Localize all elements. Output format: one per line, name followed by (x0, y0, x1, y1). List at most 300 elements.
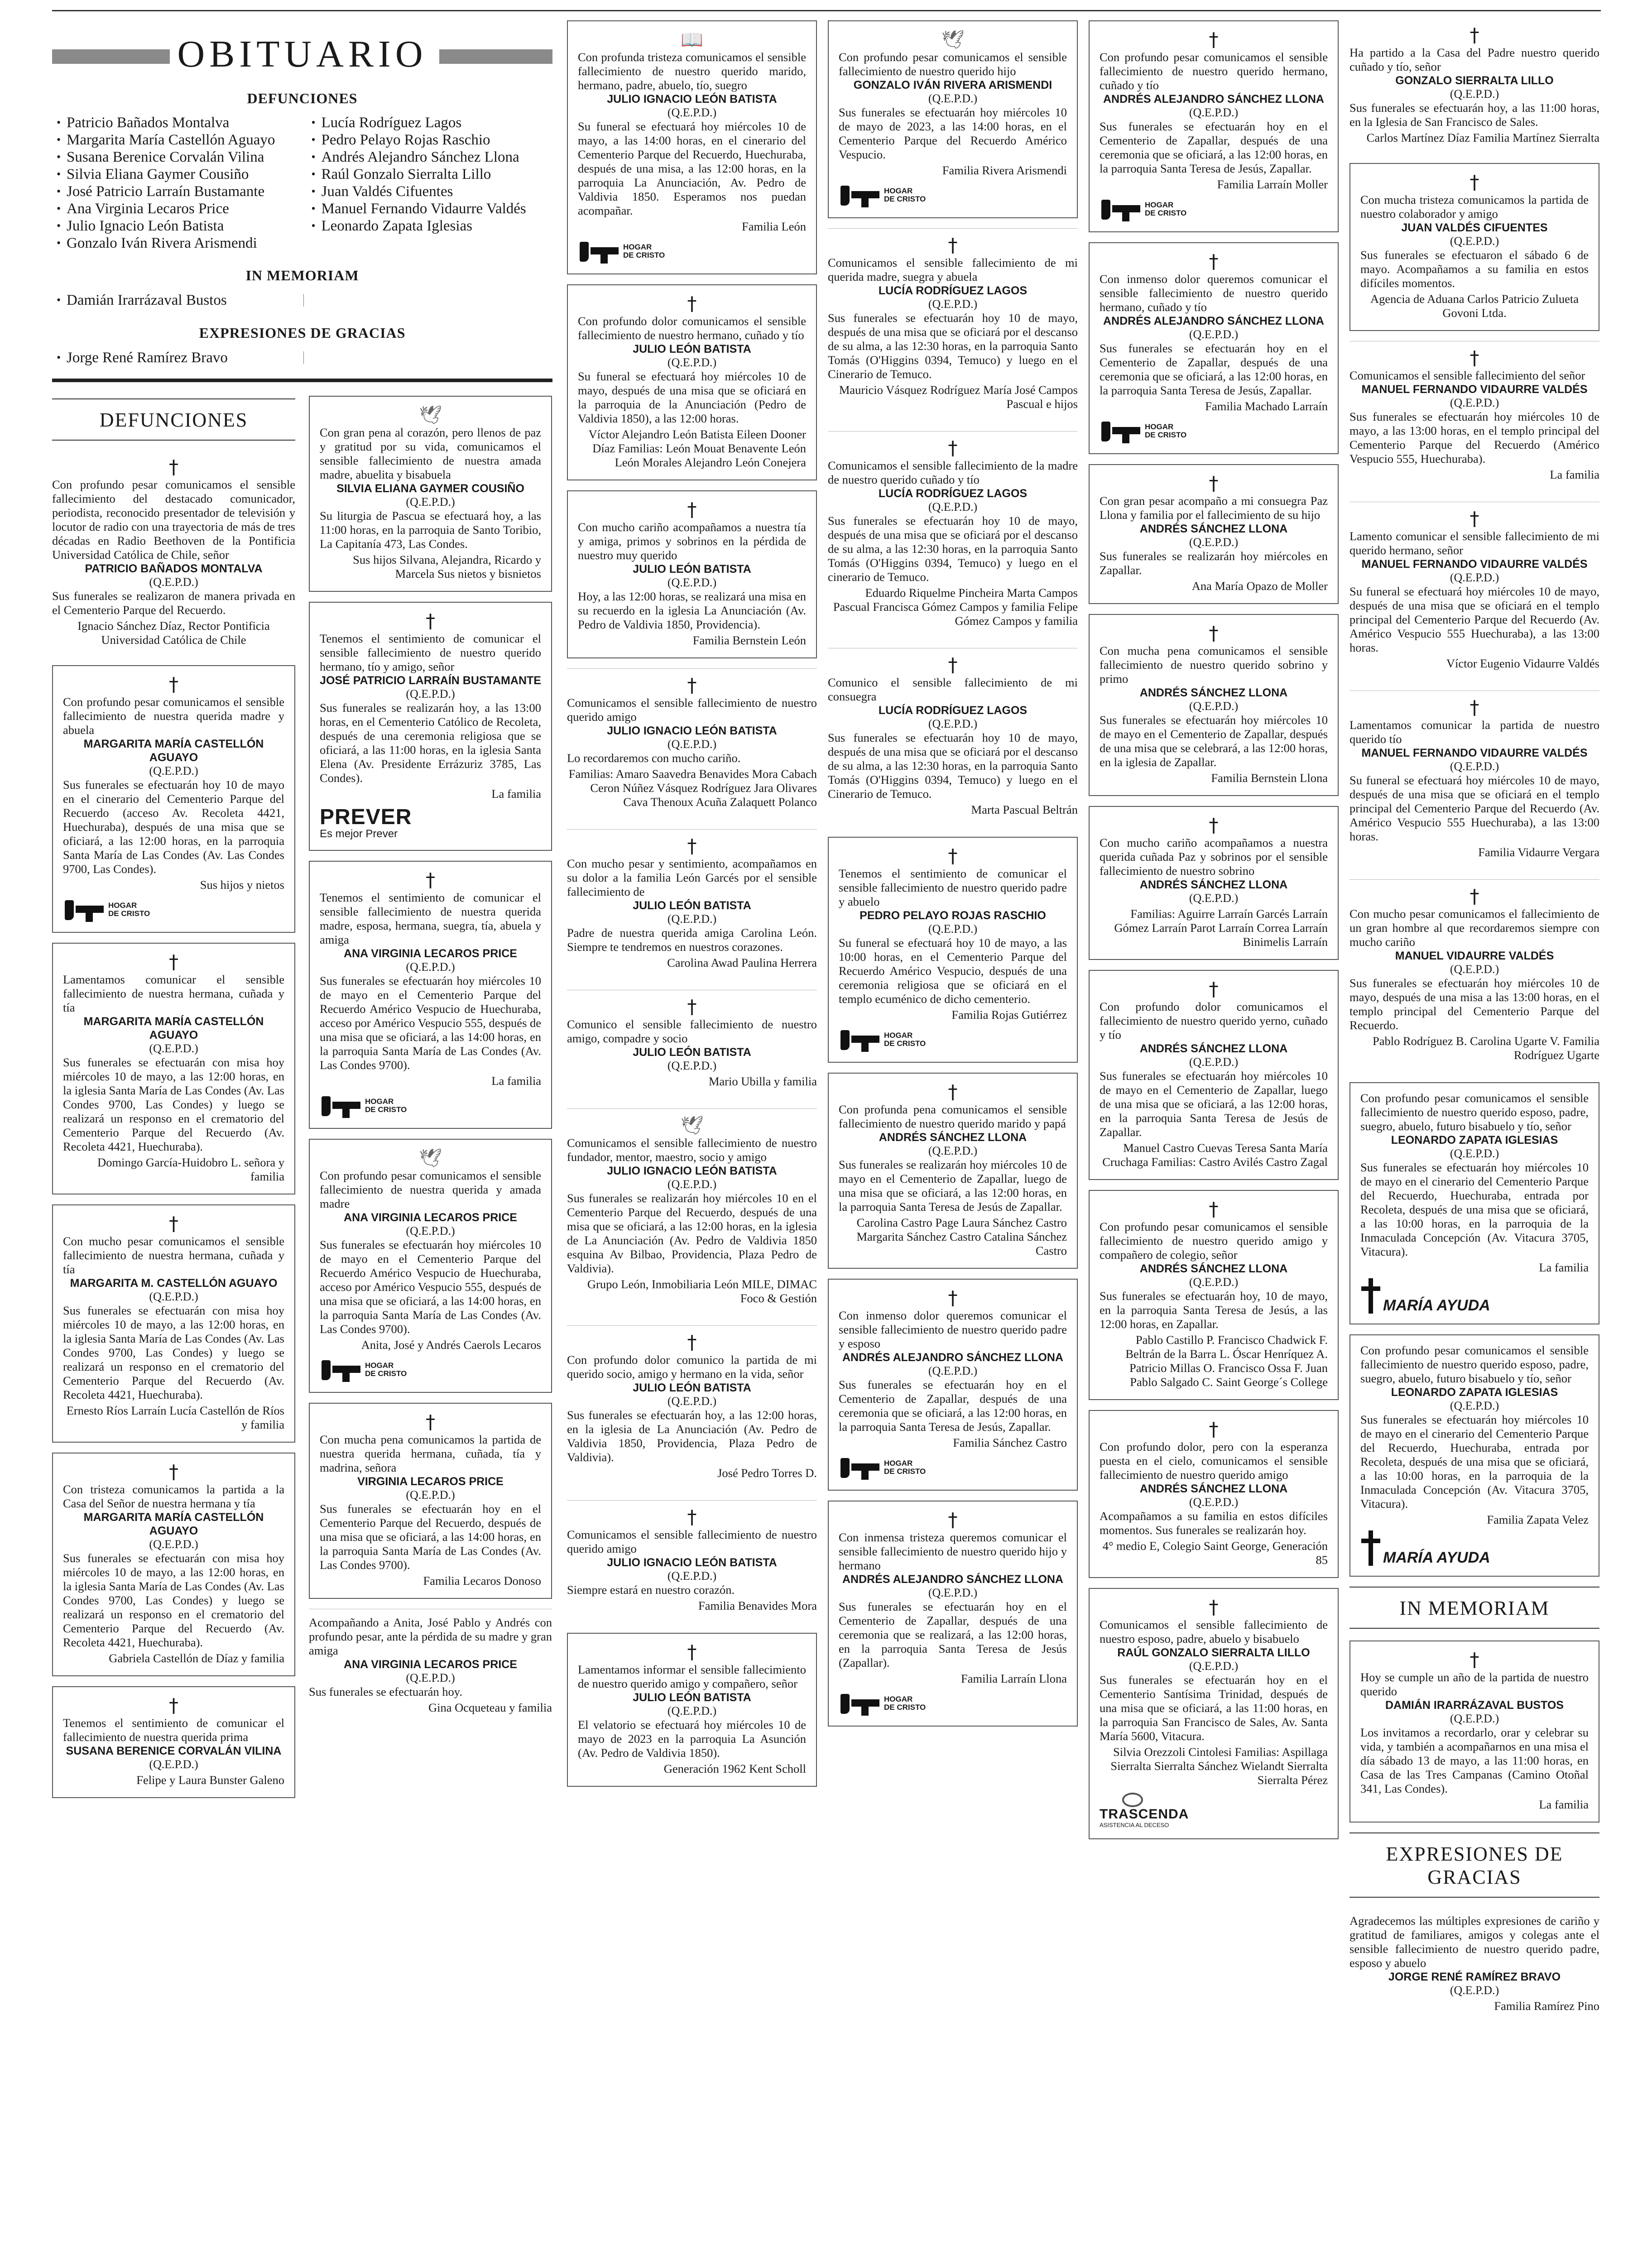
masthead-bar-right (439, 49, 552, 64)
deceased-name: LEONARDO ZAPATA IGLESIAS (1391, 1134, 1558, 1146)
notice-signature: Ignacio Sánchez Díaz, Rector Pontificia Universidad Católica de Chile (77, 619, 270, 647)
deceased-name: JULIO LEÓN BATISTA (633, 1691, 751, 1704)
hogar-de-cristo-icon (578, 239, 620, 264)
index-col-2 (312, 114, 553, 252)
deceased-name: MARGARITA M. CASTELLÓN AGUAYO (70, 1277, 278, 1290)
obituary-notice (567, 490, 817, 658)
cross-icon: † (687, 835, 697, 857)
deceased-name: ANDRÉS SÁNCHEZ LLONA (1139, 523, 1288, 535)
obituary-notice (828, 648, 1078, 827)
qepd-label: (Q.E.P.D.) (406, 1488, 455, 1501)
qepd-label: (Q.E.P.D.) (667, 738, 717, 751)
notice-details: Sus funerales se efectuarán hoy miércoles 10 de mayo en el Cementerio Parque del Recuerdo Américo Vespucio de Huechuraba, acceso por Américo Vespucio 555, después de una misa que se oficiará, a las 14:00 horas, en la parroquia Santa María de Las Condes (Av. Las Condes 9700). (320, 974, 541, 1072)
qepd-label: (Q.E.P.D.) (667, 356, 717, 369)
notice-signature: La familia (1550, 468, 1599, 481)
index-item[interactable]: • Damián Irarrázaval Bustos (57, 291, 552, 309)
deceased-name: ANDRÉS SÁNCHEZ LLONA (1139, 1042, 1288, 1055)
obituary-notice (567, 284, 817, 480)
column-3 (567, 20, 817, 2264)
notice-details: Sus funerales se efectuaron el sábado 6 de mayo. Acompañamos a su familia en estos difíciles momentos. (1360, 248, 1589, 290)
obituary-notice (567, 668, 817, 819)
notice-details: Sus funerales se efectuarán hoy miércoles 10 de mayo en el Cementerio de Zapallar, luego de una misa que se oficiará, a las 12:00 horas, en la parroquia Santa Teresa de Jesús de Zapallar. (1100, 1069, 1328, 1139)
deceased-name: JUAN VALDÉS CIFUENTES (1401, 221, 1548, 234)
qepd-label: (Q.E.P.D.) (1189, 536, 1239, 549)
deceased-name: LEONARDO ZAPATA IGLESIAS (1391, 1386, 1558, 1399)
dove-icon: 🕊 (941, 29, 965, 50)
cross-icon: † (426, 869, 435, 891)
maria-ayuda-logo (1360, 1278, 1589, 1314)
qepd-label: (Q.E.P.D.) (928, 717, 978, 730)
column-index (52, 20, 552, 2264)
hogar-de-cristo-logo (1100, 419, 1328, 443)
qepd-label: (Q.E.P.D.) (1189, 1055, 1239, 1069)
notice-details: Sus funerales se efectuarán hoy, a las 12:00 horas, en la iglesia de La Anunciación (Av. Pedro de Valdivia 1850, Providencia, Plaza Pedro de Valdivia). (567, 1408, 817, 1464)
notice-intro: Con mucho pesar comunicamos el fallecimiento de un gran hombre al que recordaremos siempre con mucho cariño (1349, 907, 1599, 949)
obituary-notice (567, 1633, 817, 1787)
qepd-label: (Q.E.P.D.) (1450, 1147, 1499, 1160)
prever-logo (320, 806, 541, 840)
index-gracias (52, 349, 552, 367)
cross-icon: † (948, 234, 958, 256)
deceased-name: ANA VIRGINIA LECAROS PRICE (344, 1211, 517, 1224)
obituary-notice (309, 1609, 552, 1725)
notice-signature: Familia Rivera Arismendi (942, 163, 1067, 177)
notice-signature: Silvia Orezzoli Cintolesi Familias: Aspillaga Sierralta Sierralta Sánchez Wielandt Sierralta Sierralta Pérez (1110, 1745, 1328, 1787)
memoriam-notice (1349, 1640, 1599, 1823)
notice-signature: La familia (491, 1074, 541, 1088)
cross-icon: † (1470, 347, 1479, 369)
cross-icon (1360, 1530, 1380, 1566)
notice-intro: Con profundo dolor comunico la partida de mi querido socio, amigo y hermano en la vida, señor (567, 1353, 817, 1381)
notice-details: Sus funerales se efectuarán hoy miércoles 10 de mayo, a las 13:00 horas, en el templo principal del Cementerio Parque del Recuerdo (Américo Vespucio 555, Huechuraba). (1349, 410, 1599, 465)
deceased-name: ANDRÉS SÁNCHEZ LLONA (1139, 1262, 1288, 1275)
hogar-de-cristo-logo (578, 239, 806, 264)
obituary-notice (1349, 1082, 1599, 1324)
hogar-de-cristo-logo (1100, 197, 1328, 221)
qepd-label: (Q.E.P.D.) (928, 1586, 978, 1599)
notice-signature: Gina Ocqueteau y familia (428, 1701, 552, 1714)
cross-icon: † (169, 673, 178, 696)
deceased-name: ANDRÉS SÁNCHEZ LLONA (879, 1131, 1027, 1144)
qepd-label: (Q.E.P.D.) (406, 687, 455, 700)
obituary-notice (567, 1108, 817, 1315)
logo-text: DE CRISTO (884, 1039, 926, 1048)
notice-details: Sus funerales se efectuarán hoy en el Cementerio de Zapallar, después de una ceremonia que se realizará, a las 12:00 horas, en la parroquia Santa Teresa de Jesús (Zapallar). (839, 1600, 1067, 1669)
notice-details: Sus funerales se efectuarán con misa hoy miércoles 10 de mayo, a las 12:00 horas, en la iglesia Santa María de Las Condes (Av. Las Condes 9700, Las Condes) y luego se realizará un responso en el crematorio del Cementerio Parque del Recuerdo (Av. Recoleta 4421, Huechuraba). (63, 1304, 284, 1401)
notice-signature: Grupo León, Inmobiliaria León MILE, DIMAC Foco & Gestión (587, 1277, 817, 1305)
notice-intro: Comunicamos el sensible fallecimiento del señor (1349, 369, 1585, 382)
qepd-label: (Q.E.P.D.) (928, 1364, 978, 1377)
qepd-label: (Q.E.P.D.) (667, 912, 717, 926)
qepd-label: (Q.E.P.D.) (1189, 1496, 1239, 1509)
notice-signature: Sus hijos Silvana, Alejandra, Ricardo y Marcela Sus nietos y bisnietos (353, 553, 541, 580)
deceased-name: ANDRÉS ALEJANDRO SÁNCHEZ LLONA (842, 1573, 1063, 1586)
qepd-label: (Q.E.P.D.) (406, 960, 455, 974)
cross-icon: † (1209, 250, 1219, 273)
deceased-name: ANDRÉS ALEJANDRO SÁNCHEZ LLONA (1103, 315, 1324, 327)
hogar-de-cristo-logo (320, 1357, 541, 1382)
cross-icon: † (426, 610, 435, 632)
cross-icon: † (1209, 978, 1219, 1000)
notice-details: Sus funerales se efectuarán hoy en el Cementerio Parque del Recuerdo, después de una misa que se oficiará, a las 14:00 horas, en la parroquia Santa María de Las Condes (Av. Las Condes 9700). (320, 1502, 541, 1572)
notice-intro: Lamentamos comunicar la partida de nuestro querido tío (1349, 718, 1599, 746)
qepd-label: (Q.E.P.D.) (1450, 760, 1499, 773)
notice-details: Sus funerales se efectuarán hoy 10 de mayo, después de una misa que se oficiará por el descanso de su alma, a las 12:30 horas, en la parroquia Santo Tomás (O'Higgins 0394, Temuco) y luego en el Cinerario de Temuco. (828, 731, 1078, 801)
obituary-notice (1089, 242, 1339, 454)
notice-details: Sus funerales se efectuarán con misa hoy miércoles 10 de mayo, a las 12:00 horas, en la iglesia Santa María de Las Condes (Av. Las Condes 9700, Las Condes) y luego se realizará un responso en el crematorio del Cementerio Parque del Recuerdo (Av. Recoleta 4421, Huechuraba). (63, 1055, 284, 1153)
notice-details: Sus funerales se realizarán hoy, a las 13:00 horas, en el Cementerio Católico de Recoleta, después de una ceremonia religiosa que se oficiará, a las 11:00 horas, en la iglesia Santa Elena (Av. Presidente Errázuriz 3785, Las Condes). (320, 701, 541, 785)
notice-details: Padre de nuestra querida amiga Carolina León. Siempre te tendremos en nuestros corazones. (567, 926, 817, 954)
qepd-label: (Q.E.P.D.) (1189, 700, 1239, 713)
notice-intro: Con profundo pesar comunicamos el sensible fallecimiento de nuestro querido hermano, cuñado y tío (1100, 50, 1328, 92)
hogar-de-cristo-icon (320, 1357, 361, 1382)
notice-signature: Familia Bernstein León (692, 633, 806, 647)
logo-text: HOGAR (1145, 422, 1174, 431)
cross-icon: † (1209, 622, 1219, 644)
cross-icon: † (1209, 1596, 1219, 1618)
notice-signature: Mauricio Vásquez Rodríguez María José Campos Pascual e hijos (839, 383, 1078, 411)
qepd-label: (Q.E.P.D.) (667, 1704, 717, 1717)
obituary-notice (1089, 464, 1339, 604)
deceased-name: PEDRO PELAYO ROJAS RASCHIO (860, 909, 1046, 922)
qepd-label: (Q.E.P.D.) (1189, 1660, 1239, 1673)
hogar-de-cristo-icon (1100, 419, 1141, 443)
logo-text: DE CRISTO (884, 1703, 926, 1712)
notice-intro: Con gran pesar acompaño a mi consuegra Paz Llona y familia por el fallecimiento de su hijo (1100, 494, 1328, 522)
hogar-de-cristo-logo (839, 183, 1067, 207)
index-item[interactable]: • Patricio Bañados Montalva (57, 114, 298, 131)
index-item[interactable]: • Pedro Pelayo Rojas Raschio (312, 131, 553, 149)
qepd-label: (Q.E.P.D.) (667, 576, 717, 589)
cross-icon: † (687, 996, 697, 1018)
section-divider (52, 379, 552, 382)
index-item[interactable]: • José Patricio Larraín Bustamante (57, 183, 298, 200)
notice-intro: Agradecemos las múltiples expresiones de cariño y gratitud de familiares, amigos y colegas ante el sensible fallecimiento de nuestro querido padre, esposo y abuelo (1349, 1914, 1599, 1970)
notice-intro: Comunicamos el sensible fallecimiento de la madre de nuestro querido cuñado y tío (828, 459, 1078, 486)
cross-icon: † (426, 1411, 435, 1433)
notice-signature: Familia Ramírez Pino (1494, 1999, 1599, 2013)
obituary-notice (52, 1686, 295, 1798)
notice-intro: Con profundo pesar comunicamos el sensible fallecimiento de nuestro querido amigo y compañero de colegio, señor (1100, 1220, 1328, 1262)
notice-intro: Con profundo dolor comunicamos el fallecimiento de nuestro querido yerno, cuñado y tío (1100, 1000, 1328, 1041)
notice-intro: Con profundo pesar comunicamos el sensible fallecimiento de nuestro querido esposo, padre, suegro, abuelo, futuro bisabuelo y tío, señor (1360, 1343, 1589, 1385)
qepd-label: (Q.E.P.D.) (1450, 1712, 1499, 1725)
obituary-notice (567, 20, 817, 274)
qepd-label: (Q.E.P.D.) (149, 1758, 198, 1771)
notice-intro: Con gran pena al corazón, pero llenos de paz y gratitud por su vida, comunicamos el sensible fallecimiento de nuestra amada madre, abuelita y bisabuela (320, 426, 541, 481)
qepd-label: (Q.E.P.D.) (928, 500, 978, 513)
index-item[interactable]: • Ana Virginia Lecaros Price (57, 200, 298, 217)
deceased-name: JULIO LEÓN BATISTA (633, 1381, 751, 1394)
logo-text: DE CRISTO (1145, 209, 1187, 217)
hogar-de-cristo-icon (839, 1455, 880, 1480)
section-header-gracias: EXPRESIONES DE GRACIAS (1349, 1832, 1599, 1898)
cross-icon: † (1209, 29, 1219, 51)
cross-icon: † (1209, 1418, 1219, 1440)
deceased-name: ANDRÉS SÁNCHEZ LLONA (1139, 1482, 1288, 1495)
obituary-notice (1089, 970, 1339, 1180)
index-item[interactable]: • Julio Ignacio León Batista (57, 217, 298, 235)
notice-details: Sus funerales se efectuarán hoy miércoles 10 de mayo en el cinerario del Cementerio Parque del Recuerdo, Huechuraba, entrada por Recoleta, después de una misa que se oficiará, a las 10:00 horas, en la parroquia de la Inmaculada Concepción (Av. Vitacura 3705, Vitacura). (1360, 1161, 1589, 1258)
masthead-bar-left (52, 49, 170, 64)
logo-text: HOGAR (365, 1361, 394, 1370)
deceased-name: MARGARITA MARÍA CASTELLÓN AGUAYO (83, 1511, 264, 1537)
logo-text: HOGAR (623, 243, 652, 251)
qepd-label: (Q.E.P.D.) (1189, 1276, 1239, 1289)
trascenda-icon (1122, 1793, 1143, 1807)
notice-details: Su funeral se efectuará hoy miércoles 10 de mayo, a las 14:00 horas, en el cinerario del Cementerio Parque del Recuerdo, Huechuraba, después de una misa, a las 12:00 horas, en la parroquia La Anunciación, Av. Pedro de Valdivia 1850. Esperamos nos puedan acompañar. (578, 120, 806, 217)
notice-details: Sus funerales se efectuarán hoy, 10 de mayo, en la parroquia Santa Teresa de Jesús, a las 12:00 horas, en Zapallar. (1100, 1289, 1328, 1331)
obituary-notice (1089, 20, 1339, 232)
hogar-de-cristo-icon (839, 1027, 880, 1052)
logo-text: HOGAR (1145, 201, 1174, 209)
qepd-label: (Q.E.P.D.) (667, 1395, 717, 1408)
column-1 (52, 396, 295, 2264)
notice-intro: Tenemos el sentimiento de comunicar el sensible fallecimiento de nuestra querida madre, esposa, hermana, suegra, tía, abuela y amiga (320, 891, 541, 946)
notice-intro: Lamentamos informar el sensible fallecimiento de nuestro querido amigo y compañero, señor (578, 1663, 806, 1690)
notice-intro: Con mucha pena comunicamos la partida de nuestra querida hermana, cuñada, tía y madrina, señora (320, 1433, 541, 1474)
notice-signature: Ana María Opazo de Moller (1191, 579, 1328, 593)
deceased-name: ANA VIRGINIA LECAROS PRICE (344, 947, 517, 960)
deceased-name: VIRGINIA LECAROS PRICE (357, 1475, 504, 1488)
index-item[interactable]: • Juan Valdés Cifuentes (312, 183, 553, 200)
cross-icon: † (948, 1509, 958, 1531)
notice-signature: Familia Machado Larraín (1205, 399, 1328, 413)
obituary-notice (309, 396, 552, 592)
book-icon: 📖 (681, 29, 703, 50)
notice-details: Sus funerales se efectuarán hoy miércoles 10 de mayo en el Cementerio Parque del Recuerdo Américo Vespucio de Huechuraba, acceso por Américo Vespucio 555, después de una misa que se oficiará, a las 14:00 horas, en la parroquia Santa María de Las Condes (Av. Las Condes 9700). (320, 1238, 541, 1336)
notice-details: Sus funerales se efectuarán hoy, a las 11:00 horas, en la Iglesia de San Francisco de Sales. (1349, 101, 1599, 129)
notice-details: Sus funerales se efectuarán hoy 10 de mayo, después de una misa que se oficiará por el descanso de su alma, a las 12:30 horas, en la parroquia Santo Tomás (O'Higgins 0394, Temuco) y luego en el cinerario de Temuco. (828, 514, 1078, 584)
index-gracias-title: EXPRESIONES DE GRACIAS (199, 325, 406, 341)
deceased-name: JULIO LEÓN BATISTA (633, 1046, 751, 1059)
index-item[interactable]: • Raúl Gonzalo Sierralta Lillo (312, 166, 553, 183)
obituary-notice (1089, 614, 1339, 796)
deceased-name: JULIO IGNACIO LEÓN BATISTA (607, 724, 777, 737)
cross-icon: † (687, 1641, 697, 1663)
index-subcolumns (52, 396, 552, 2264)
logo-tagline: ASISTENCIA AL DECESO (1100, 1822, 1169, 1828)
qepd-label: (Q.E.P.D.) (667, 1569, 717, 1583)
cross-icon: † (1209, 814, 1219, 836)
notice-signature: Manuel Castro Cuevas Teresa Santa María Cruchaga Familias: Castro Avilés Castro Zagal (1102, 1141, 1328, 1169)
notice-signature: Pablo Castillo P. Francisco Chadwick F. Beltrán de la Barra L. Óscar Henríquez A. Patricio Millas O. Francisco Ossa F. Juan Pablo Salgado C. Saint George´s College (1125, 1333, 1328, 1389)
qepd-label: (Q.E.P.D.) (928, 922, 978, 935)
notice-signature: Carolina Awad Paulina Herrera (667, 956, 817, 969)
cross-icon: † (169, 1213, 178, 1235)
deceased-name: JULIO LEÓN BATISTA (633, 563, 751, 576)
notice-details: Su funeral se efectuará hoy 10 de mayo, a las 10:00 horas, en el Cementerio Parque del Recuerdo Américo Vespucio, después de una ceremonia religiosa que se oficiará en el templo ecuménico de dicho cementerio. (839, 936, 1067, 1006)
dove-icon: 🕊 (419, 405, 442, 426)
notice-intro: Con mucho pesar comunicamos el sensible fallecimiento de nuestra hermana, cuñada y tía (63, 1234, 284, 1276)
qepd-label: (Q.E.P.D.) (667, 106, 717, 119)
logo-text: DE CRISTO (365, 1369, 407, 1378)
index-item[interactable]: • Lucía Rodríguez Lagos (312, 114, 553, 131)
notice-signature: La familia (1539, 1261, 1589, 1274)
notice-intro: Tenemos el sentimiento de comunicar el sensible fallecimiento de nuestro querido padre y abuelo (839, 867, 1067, 908)
cross-icon: † (687, 1506, 697, 1528)
notice-intro: Con profunda pena comunicamos el sensible fallecimiento de nuestro querido marido y papá (839, 1103, 1067, 1130)
notice-signature: Pablo Rodríguez B. Carolina Ugarte V. Familia Rodríguez Ugarte (1373, 1034, 1599, 1062)
notice-signature: Familia Lecaros Donoso (423, 1574, 541, 1588)
notice-intro: Con profundo dolor comunicamos el sensible fallecimiento de nuestro hermano, cuñado y tío (578, 314, 806, 342)
notice-details: Acompañamos a su familia en estos difíciles momentos. Sus funerales se realizarán hoy. (1100, 1509, 1328, 1537)
index-defunciones (52, 114, 552, 252)
hogar-de-cristo-logo (320, 1094, 541, 1118)
notice-details: Los invitamos a recordarlo, orar y celebrar su vida, y también a acompañarnos en una misa el día sábado 13 de mayo, a las 11:00 horas, en Casa de las Tres Campanas (Camino Otoñal 341, Las Condes). (1360, 1726, 1589, 1795)
notice-intro: Con mucha pena comunicamos el sensible fallecimiento de nuestro querido sobrino y primo (1100, 644, 1328, 686)
notice-details: Sus funerales se efectuarán hoy miércoles 10 de mayo en el Cementerio de Zapallar, después de una misa que se celebrará, a las 12:00 horas, en la iglesia de Zapallar. (1100, 713, 1328, 769)
hogar-de-cristo-icon (1100, 197, 1141, 221)
cross-icon: † (948, 654, 958, 676)
index-defunciones-title: DEFUNCIONES (247, 90, 358, 106)
notice-signature: Agencia de Aduana Carlos Patricio Zulueta Govoni Ltda. (1370, 292, 1579, 320)
deceased-name: LUCÍA RODRÍGUEZ LAGOS (878, 704, 1028, 717)
qepd-label: (Q.E.P.D.) (1450, 1984, 1499, 1997)
notice-signature: Familia Benavides Mora (698, 1599, 817, 1612)
deceased-name: JORGE RENÉ RAMÍREZ BRAVO (1388, 1971, 1561, 1983)
notice-details: Sus funerales se efectuarán hoy 10 de mayo, después de una misa que se oficiará por el descanso de su alma, a las 12:30 horas, en la parroquia Santo Tomás (O'Higgins 0394, Temuco) y luego en el Cinerario de Temuco. (828, 311, 1078, 381)
cross-icon: † (948, 437, 958, 459)
notice-signature: Felipe y Laura Bunster Galeno (136, 1773, 284, 1787)
hogar-de-cristo-logo (839, 1455, 1067, 1480)
logo-text: HOGAR (108, 901, 137, 910)
index-item[interactable]: • Gonzalo Iván Rivera Arismendi (57, 235, 298, 252)
obituary-notice (52, 943, 295, 1194)
notice-signature: Familias: Aguirre Larraín Garcés Larraín Gómez Larraín Parot Larraín Correa Larraín Binimelis Larraín (1114, 907, 1328, 949)
dove-icon: 🕊 (680, 1115, 704, 1136)
logo-text: DE CRISTO (108, 909, 150, 918)
obituary-notice (1349, 502, 1599, 681)
notice-details: Sus funerales se efectuarán hoy miércoles 10 de mayo de 2023, a las 14:00 horas, en el Cementerio Parque del Recuerdo Américo Vespucio. (839, 106, 1067, 161)
notice-signature: Carolina Castro Page Laura Sánchez Castro Margarita Sánchez Castro Catalina Sánchez Castro (856, 1216, 1067, 1257)
deceased-name: SILVIA ELIANA GAYMER COUSIÑO (336, 482, 524, 495)
notice-intro: Con profundo pesar comunicamos el sensible fallecimiento de nuestro querido hijo (839, 50, 1067, 78)
notice-intro: Comunico el sensible fallecimiento de nuestro amigo, compadre y socio (567, 1017, 817, 1045)
qepd-label: (Q.E.P.D.) (667, 1178, 717, 1191)
index-item[interactable]: • Margarita María Castellón Aguayo (57, 131, 298, 149)
logo-tagline: Es mejor Prever (320, 828, 398, 840)
index-item[interactable]: • Silvia Eliana Gaymer Cousiño (57, 166, 298, 183)
qepd-label: (Q.E.P.D.) (149, 1290, 198, 1303)
obituary-notice (52, 1204, 295, 1443)
notice-details: Sus funerales se efectuarán hoy en el Cementerio Santísima Trinidad, después de una misa que se oficiará, a las 11:00 horas, en la parroquia San Francisco de Sales, Av. Santa María 5600, Vitacura. (1100, 1673, 1328, 1743)
maria-ayuda-logo (1360, 1530, 1589, 1566)
index-memoriam (52, 291, 552, 309)
notice-intro: Con tristeza comunicamos la partida a la Casa del Señor de nuestra hermana y tía (63, 1482, 284, 1510)
deceased-name: GONZALO SIERRALTA LILLO (1395, 74, 1554, 87)
obituary-notice (52, 452, 295, 655)
notice-intro: Con mucha tristeza comunicamos la partida de nuestro colaborador y amigo (1360, 193, 1589, 221)
notice-intro: Con inmensa tristeza queremos comunicar el sensible fallecimiento de nuestro querido hijo y hermano (839, 1530, 1067, 1572)
notice-signature: Domingo García-Huidobro L. señora y familia (97, 1156, 284, 1183)
obituary-notice (52, 1453, 295, 1676)
cross-icon: † (687, 499, 697, 521)
notice-details: El velatorio se efectuará hoy miércoles 10 de mayo de 2023 en la parroquia La Asunción (Av. Pedro de Valdivia 1850). (578, 1718, 806, 1760)
notice-signature: La familia (491, 787, 541, 801)
index-item[interactable]: • Leonardo Zapata Iglesias (312, 217, 553, 235)
qepd-label: (Q.E.P.D.) (149, 764, 198, 777)
obituary-notice (828, 1501, 1078, 1727)
notice-signature: 4° medio E, Colegio Saint George, Generación 85 (1102, 1539, 1328, 1567)
deceased-name: ANDRÉS ALEJANDRO SÁNCHEZ LLONA (1103, 93, 1324, 106)
qepd-label: (Q.E.P.D.) (1450, 87, 1499, 101)
cross-icon (1360, 1278, 1380, 1314)
notice-intro: Con inmenso dolor queremos comunicar el sensible fallecimiento de nuestro querido padre y esposo (839, 1309, 1067, 1350)
obituary-notice (828, 837, 1078, 1063)
qepd-label: (Q.E.P.D.) (667, 1059, 717, 1072)
qepd-label: (Q.E.P.D.) (1189, 892, 1239, 905)
notice-signature: Eduardo Riquelme Pincheira Marta Campos Pascual Francisca Gómez Campos y familia Felipe Gómez Campos y familia (833, 586, 1078, 628)
notice-intro: Con profundo pesar comunicamos el sensible fallecimiento de nuestra querida madre y abuela (63, 695, 284, 737)
deceased-name: JULIO IGNACIO LEÓN BATISTA (607, 1556, 777, 1569)
obituary-notice (1349, 163, 1599, 331)
index-item[interactable]: • Jorge René Ramírez Bravo (57, 349, 552, 367)
notice-signature: Anita, José y Andrés Caerols Lecaros (361, 1338, 541, 1352)
logo-text: MARÍA AYUDA (1383, 1549, 1490, 1566)
qepd-label: (Q.E.P.D.) (1450, 396, 1499, 409)
index-item[interactable]: • Susana Berenice Corvalán Vilina (57, 149, 298, 166)
cross-icon: † (1470, 1649, 1479, 1671)
notice-signature: Familia León (741, 220, 806, 233)
notice-signature: Familia Vidaurre Vergara (1478, 845, 1599, 859)
notice-intro: Comunicamos el sensible fallecimiento de nuestro esposo, padre, abuelo y bisabuelo (1100, 1618, 1328, 1645)
obituary-notice (1089, 1190, 1339, 1400)
notice-signature: Carlos Martínez Díaz Familia Martínez Sierralta (1366, 131, 1599, 144)
logo-text: MARÍA AYUDA (1383, 1297, 1490, 1314)
notice-signature: Familia Larraín Moller (1217, 177, 1328, 191)
qepd-label: (Q.E.P.D.) (149, 1042, 198, 1055)
notice-intro: Comunicamos el sensible fallecimiento de nuestro fundador, mentor, maestro, socio y amigo (567, 1136, 817, 1164)
obituary-notice (1349, 341, 1599, 492)
notice-intro: Acompañando a Anita, José Pablo y Andrés con profundo pesar, ante la pérdida de su madre y gran amiga (309, 1616, 552, 1657)
gracias-notice (1349, 1909, 1599, 2021)
obituary-notice (828, 20, 1078, 218)
column-2 (309, 396, 552, 2264)
notice-intro: Con inmenso dolor queremos comunicar el sensible fallecimiento de nuestro querido hermano, cuñado y tío (1100, 272, 1328, 314)
notice-details: Su liturgia de Pascua se efectuará hoy, a las 11:00 horas, en la parroquia de Santo Toribio, La Capitanía 473, Las Condes. (320, 509, 541, 551)
notice-signature: Víctor Alejandro León Batista Eileen Dooner Díaz Familias: León Mouat Benavente León León Morales Alejandro León Conejera (588, 427, 806, 469)
notice-intro: Con profundo pesar comunicamos el sensible fallecimiento de nuestro querido esposo, padre, suegro, abuelo, futuro bisabuelo y tío, señor (1360, 1091, 1589, 1133)
deceased-name: MANUEL FERNANDO VIDAURRE VALDÉS (1361, 383, 1588, 396)
obituary-notice (309, 1139, 552, 1393)
notice-intro: Comunicamos el sensible fallecimiento de nuestro querido amigo (567, 1528, 817, 1555)
index-item[interactable]: • Manuel Fernando Vidaurre Valdés (312, 200, 553, 217)
hogar-de-cristo-logo (839, 1691, 1067, 1716)
notice-intro: Con mucho cariño acompañamos a nuestra tía y amiga, primos y sobrinos en la pérdida de nuestro muy querido (578, 520, 806, 562)
notice-intro: Comunicamos el sensible fallecimiento de mi querida madre, suegra y abuela (828, 256, 1078, 283)
notice-intro: Con profunda tristeza comunicamos el sensible fallecimiento de nuestro querido marido, hermano, padre, abuelo, tío, suegro (578, 50, 806, 92)
column-6 (1349, 20, 1599, 2264)
notice-signature: Familia Zapata Velez (1487, 1513, 1589, 1526)
notice-details: Sus funerales se efectuarán hoy. (309, 1685, 462, 1698)
deceased-name: MANUEL FERNANDO VIDAURRE VALDÉS (1361, 558, 1588, 571)
cross-icon: † (687, 674, 697, 696)
index-item[interactable]: • Andrés Alejandro Sánchez Llona (312, 149, 553, 166)
notice-intro: Con profundo pesar comunicamos el sensible fallecimiento de nuestra querida y amada madre (320, 1169, 541, 1210)
obituary-notice (1089, 806, 1339, 960)
notice-signature: Gabriela Castellón de Díaz y familia (109, 1651, 284, 1665)
notice-signature: Familia Rojas Gutiérrez (951, 1008, 1067, 1022)
cross-icon: † (1470, 508, 1479, 530)
obituary-notice (567, 1500, 817, 1623)
qepd-label: (Q.E.P.D.) (1450, 963, 1499, 976)
deceased-name: ANDRÉS ALEJANDRO SÁNCHEZ LLONA (842, 1351, 1063, 1364)
cross-icon: † (948, 1287, 958, 1309)
notice-signature: Familia Sánchez Castro (953, 1436, 1067, 1449)
logo-text: DE CRISTO (623, 251, 665, 259)
qepd-label: (Q.E.P.D.) (1450, 235, 1499, 248)
